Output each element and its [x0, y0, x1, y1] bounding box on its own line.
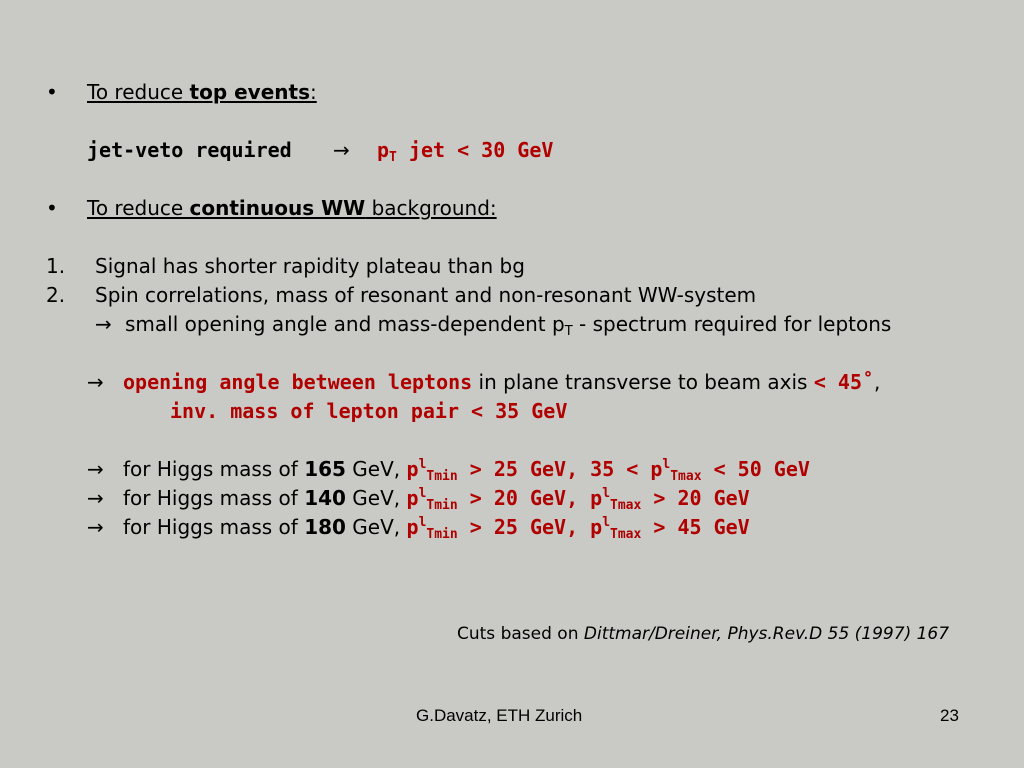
sub2: Tmax [610, 498, 642, 513]
p2: p [650, 457, 663, 481]
spectrum-text-2: - spectrum required for leptons [572, 312, 892, 336]
jet-veto-arrow: → [333, 138, 350, 162]
sup2: l [602, 486, 611, 501]
higgs-line-180 [87, 515, 750, 542]
sup1: l [418, 515, 427, 530]
jet-veto-label: jet-veto required [87, 138, 292, 162]
higgs-unit: GeV, [345, 515, 407, 539]
higgs-unit: GeV, [345, 457, 407, 481]
sup2: l [602, 515, 611, 530]
sub1: Tmin [426, 527, 458, 542]
higgs-text: for Higgs mass of [123, 486, 305, 510]
p1: p [406, 457, 419, 481]
sub2: Tmax [610, 527, 642, 542]
arrow-icon: → [87, 515, 104, 539]
jet-veto-cond: jet < 30 GeV [396, 138, 554, 162]
p2: p [590, 515, 603, 539]
page-number: 23 [940, 706, 959, 725]
bullet-2-prefix: To reduce [87, 196, 190, 220]
arrow-icon: → [95, 312, 112, 336]
opening-angle-red: opening angle between leptons [123, 370, 473, 394]
reference-citation [457, 624, 949, 644]
bullet-1-bold: top events [189, 80, 310, 104]
opening-angle-text: in plane transverse to beam axis [472, 370, 814, 394]
bullet-2-text [87, 196, 497, 220]
arrow-icon: → [87, 457, 104, 481]
higgs-unit: GeV, [345, 486, 407, 510]
bullet-1-prefix: To reduce [87, 80, 190, 104]
bullet-2-suffix: background: [365, 196, 497, 220]
opening-angle-comma: , [874, 370, 881, 394]
cut1: > 20 GeV, [457, 486, 591, 510]
opening-angle-line [87, 370, 880, 394]
inv-mass-line: inv. mass of lepton pair < 35 GeV [170, 399, 568, 423]
jet-veto-condition [377, 138, 554, 165]
higgs-text: for Higgs mass of [123, 457, 305, 481]
higgs-line-165 [87, 457, 810, 484]
pt-sub: T [389, 150, 397, 165]
sup2: l [662, 457, 671, 472]
higgs-line-140 [87, 486, 750, 513]
list-item-2-number: 2. [46, 283, 66, 307]
spectrum-sub: T [564, 324, 573, 339]
reference-italic: Dittmar/Dreiner, Phys.Rev.D 55 (1997) 167 [583, 624, 950, 644]
sub1: Tmin [426, 469, 458, 484]
sub1: Tmin [426, 498, 458, 513]
bullet-marker: • [46, 196, 58, 220]
opening-angle-limit: < 45˚ [813, 370, 875, 394]
p1: p [406, 486, 419, 510]
p1: p [406, 515, 419, 539]
spectrum-line [95, 312, 892, 339]
reference-prefix: Cuts based on [457, 624, 584, 644]
list-item-1-number: 1. [46, 254, 66, 278]
bullet-2 [46, 196, 58, 220]
bullet-marker: • [46, 80, 58, 104]
bullet-1 [46, 80, 58, 104]
bullet-2-bold: continuous WW [189, 196, 366, 220]
bullet-1-text [87, 80, 317, 104]
list-item-2-text: Spin correlations, mass of resonant and non-resonant WW-system [95, 283, 757, 307]
sub2: Tmax [670, 469, 702, 484]
spectrum-text-1: small opening angle and mass-dependent p [125, 312, 565, 336]
list-item-1-text: Signal has shorter rapidity plateau than bg [95, 254, 525, 278]
cut1: > 25 GeV, 35 < [457, 457, 651, 481]
p2: p [590, 486, 603, 510]
cut1: > 25 GeV, [457, 515, 591, 539]
sup1: l [418, 486, 427, 501]
higgs-mass: 140 [304, 486, 346, 510]
bullet-1-suffix: : [309, 80, 317, 104]
higgs-mass: 165 [304, 457, 346, 481]
arrow-icon: → [87, 486, 104, 510]
higgs-text: for Higgs mass of [123, 515, 305, 539]
arrow-icon: → [87, 370, 104, 394]
pt-p: p [377, 138, 390, 162]
higgs-mass: 180 [304, 515, 346, 539]
cut2: < 50 GeV [701, 457, 810, 481]
cut2: > 45 GeV [641, 515, 750, 539]
footer-author: G.Davatz, ETH Zurich [416, 706, 583, 725]
cut2: > 20 GeV [641, 486, 750, 510]
sup1: l [418, 457, 427, 472]
